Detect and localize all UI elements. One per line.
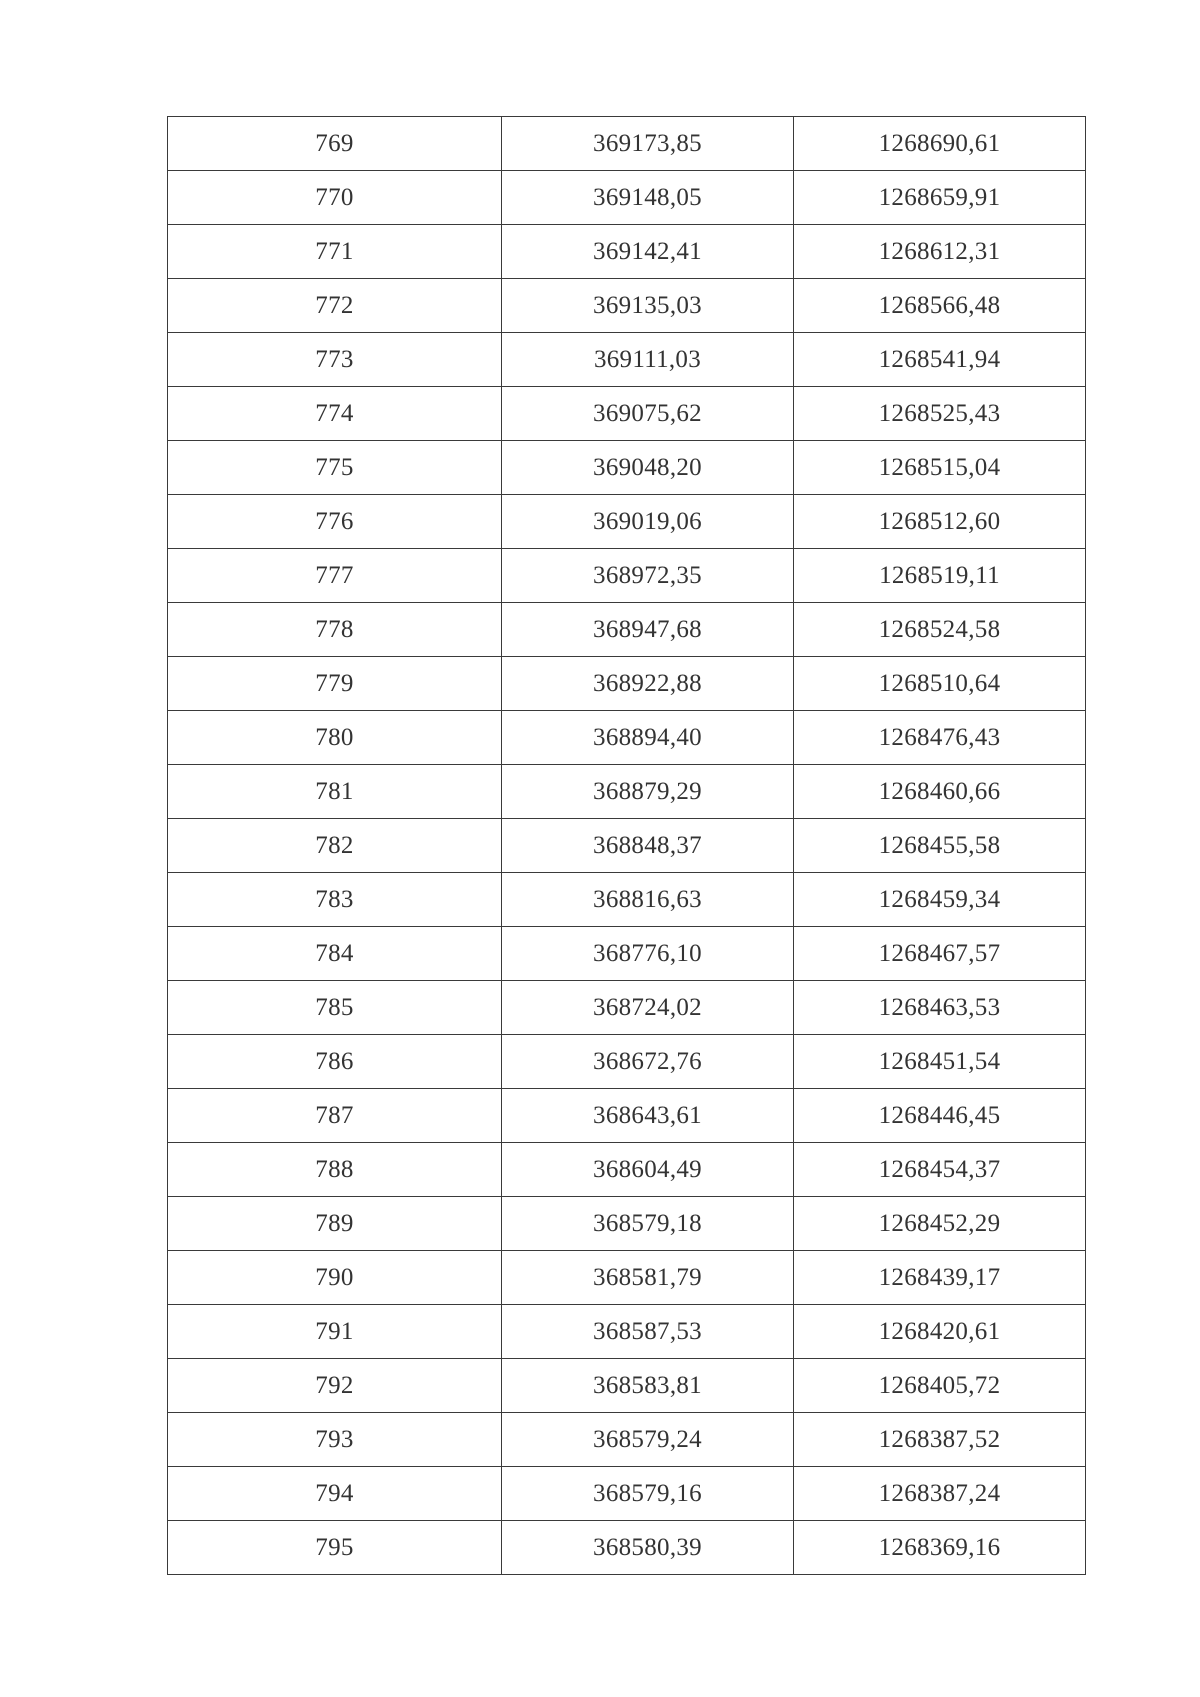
- x-coordinate-cell: 368672,76: [502, 1035, 794, 1089]
- x-coordinate-cell: 368922,88: [502, 657, 794, 711]
- point-number-cell: 789: [168, 1197, 502, 1251]
- table-row: [168, 981, 1086, 1035]
- x-coordinate-cell: 368643,61: [502, 1089, 794, 1143]
- y-coordinate-cell: 1268369,16: [794, 1521, 1086, 1575]
- table-row: [168, 1521, 1086, 1575]
- y-coordinate-cell: 1268566,48: [794, 279, 1086, 333]
- point-number-cell: 784: [168, 927, 502, 981]
- y-coordinate-cell: 1268541,94: [794, 333, 1086, 387]
- y-coordinate-cell: 1268420,61: [794, 1305, 1086, 1359]
- point-number-cell: 775: [168, 441, 502, 495]
- point-number-cell: 794: [168, 1467, 502, 1521]
- table-row: [168, 117, 1086, 171]
- point-number-cell: 782: [168, 819, 502, 873]
- table-row: [168, 657, 1086, 711]
- x-coordinate-cell: 369142,41: [502, 225, 794, 279]
- y-coordinate-cell: 1268463,53: [794, 981, 1086, 1035]
- x-coordinate-cell: 368972,35: [502, 549, 794, 603]
- x-coordinate-cell: 369111,03: [502, 333, 794, 387]
- point-number-cell: 771: [168, 225, 502, 279]
- y-coordinate-cell: 1268690,61: [794, 117, 1086, 171]
- point-number-cell: 781: [168, 765, 502, 819]
- x-coordinate-cell: 368947,68: [502, 603, 794, 657]
- table-row: [168, 711, 1086, 765]
- x-coordinate-cell: 368579,24: [502, 1413, 794, 1467]
- y-coordinate-cell: 1268515,04: [794, 441, 1086, 495]
- table-row: [168, 1089, 1086, 1143]
- table-row: [168, 873, 1086, 927]
- table-row: [168, 1197, 1086, 1251]
- y-coordinate-cell: 1268451,54: [794, 1035, 1086, 1089]
- y-coordinate-cell: 1268467,57: [794, 927, 1086, 981]
- table-row: [168, 549, 1086, 603]
- x-coordinate-cell: 368583,81: [502, 1359, 794, 1413]
- x-coordinate-cell: 368587,53: [502, 1305, 794, 1359]
- x-coordinate-cell: 368879,29: [502, 765, 794, 819]
- table-row: [168, 1035, 1086, 1089]
- table-row: [168, 225, 1086, 279]
- table-row: [168, 1467, 1086, 1521]
- x-coordinate-cell: 369019,06: [502, 495, 794, 549]
- table-row: [168, 279, 1086, 333]
- y-coordinate-cell: 1268405,72: [794, 1359, 1086, 1413]
- y-coordinate-cell: 1268460,66: [794, 765, 1086, 819]
- x-coordinate-cell: 369135,03: [502, 279, 794, 333]
- y-coordinate-cell: 1268512,60: [794, 495, 1086, 549]
- table-row: [168, 1413, 1086, 1467]
- x-coordinate-cell: 369048,20: [502, 441, 794, 495]
- x-coordinate-cell: 369173,85: [502, 117, 794, 171]
- y-coordinate-cell: 1268659,91: [794, 171, 1086, 225]
- table-row: [168, 441, 1086, 495]
- point-number-cell: 787: [168, 1089, 502, 1143]
- x-coordinate-cell: 368776,10: [502, 927, 794, 981]
- table-row: [168, 603, 1086, 657]
- table-row: [168, 171, 1086, 225]
- point-number-cell: 790: [168, 1251, 502, 1305]
- y-coordinate-cell: 1268439,17: [794, 1251, 1086, 1305]
- point-number-cell: 792: [168, 1359, 502, 1413]
- x-coordinate-cell: 369148,05: [502, 171, 794, 225]
- y-coordinate-cell: 1268524,58: [794, 603, 1086, 657]
- table-row: [168, 1359, 1086, 1413]
- y-coordinate-cell: 1268612,31: [794, 225, 1086, 279]
- point-number-cell: 776: [168, 495, 502, 549]
- table-row: [168, 1143, 1086, 1197]
- x-coordinate-cell: 368604,49: [502, 1143, 794, 1197]
- y-coordinate-cell: 1268510,64: [794, 657, 1086, 711]
- point-number-cell: 772: [168, 279, 502, 333]
- y-coordinate-cell: 1268387,52: [794, 1413, 1086, 1467]
- y-coordinate-cell: 1268459,34: [794, 873, 1086, 927]
- point-number-cell: 777: [168, 549, 502, 603]
- x-coordinate-cell: 368581,79: [502, 1251, 794, 1305]
- y-coordinate-cell: 1268452,29: [794, 1197, 1086, 1251]
- x-coordinate-cell: 368580,39: [502, 1521, 794, 1575]
- x-coordinate-cell: 368894,40: [502, 711, 794, 765]
- point-number-cell: 779: [168, 657, 502, 711]
- y-coordinate-cell: 1268525,43: [794, 387, 1086, 441]
- point-number-cell: 780: [168, 711, 502, 765]
- point-number-cell: 783: [168, 873, 502, 927]
- y-coordinate-cell: 1268446,45: [794, 1089, 1086, 1143]
- x-coordinate-cell: 368816,63: [502, 873, 794, 927]
- point-number-cell: 793: [168, 1413, 502, 1467]
- point-number-cell: 769: [168, 117, 502, 171]
- table-row: [168, 765, 1086, 819]
- x-coordinate-cell: 369075,62: [502, 387, 794, 441]
- table-row: [168, 1251, 1086, 1305]
- y-coordinate-cell: 1268519,11: [794, 549, 1086, 603]
- point-number-cell: 778: [168, 603, 502, 657]
- point-number-cell: 785: [168, 981, 502, 1035]
- point-number-cell: 795: [168, 1521, 502, 1575]
- point-number-cell: 774: [168, 387, 502, 441]
- x-coordinate-cell: 368724,02: [502, 981, 794, 1035]
- table-row: [168, 1305, 1086, 1359]
- point-number-cell: 773: [168, 333, 502, 387]
- point-number-cell: 770: [168, 171, 502, 225]
- y-coordinate-cell: 1268387,24: [794, 1467, 1086, 1521]
- y-coordinate-cell: 1268454,37: [794, 1143, 1086, 1197]
- point-number-cell: 791: [168, 1305, 502, 1359]
- point-number-cell: 786: [168, 1035, 502, 1089]
- x-coordinate-cell: 368579,18: [502, 1197, 794, 1251]
- point-number-cell: 788: [168, 1143, 502, 1197]
- table-row: [168, 387, 1086, 441]
- x-coordinate-cell: 368848,37: [502, 819, 794, 873]
- table-row: [168, 819, 1086, 873]
- table-row: [168, 333, 1086, 387]
- coordinates-table: [167, 116, 1086, 1575]
- x-coordinate-cell: 368579,16: [502, 1467, 794, 1521]
- y-coordinate-cell: 1268476,43: [794, 711, 1086, 765]
- coordinates-table-body: [168, 117, 1086, 1575]
- table-row: [168, 495, 1086, 549]
- table-row: [168, 927, 1086, 981]
- y-coordinate-cell: 1268455,58: [794, 819, 1086, 873]
